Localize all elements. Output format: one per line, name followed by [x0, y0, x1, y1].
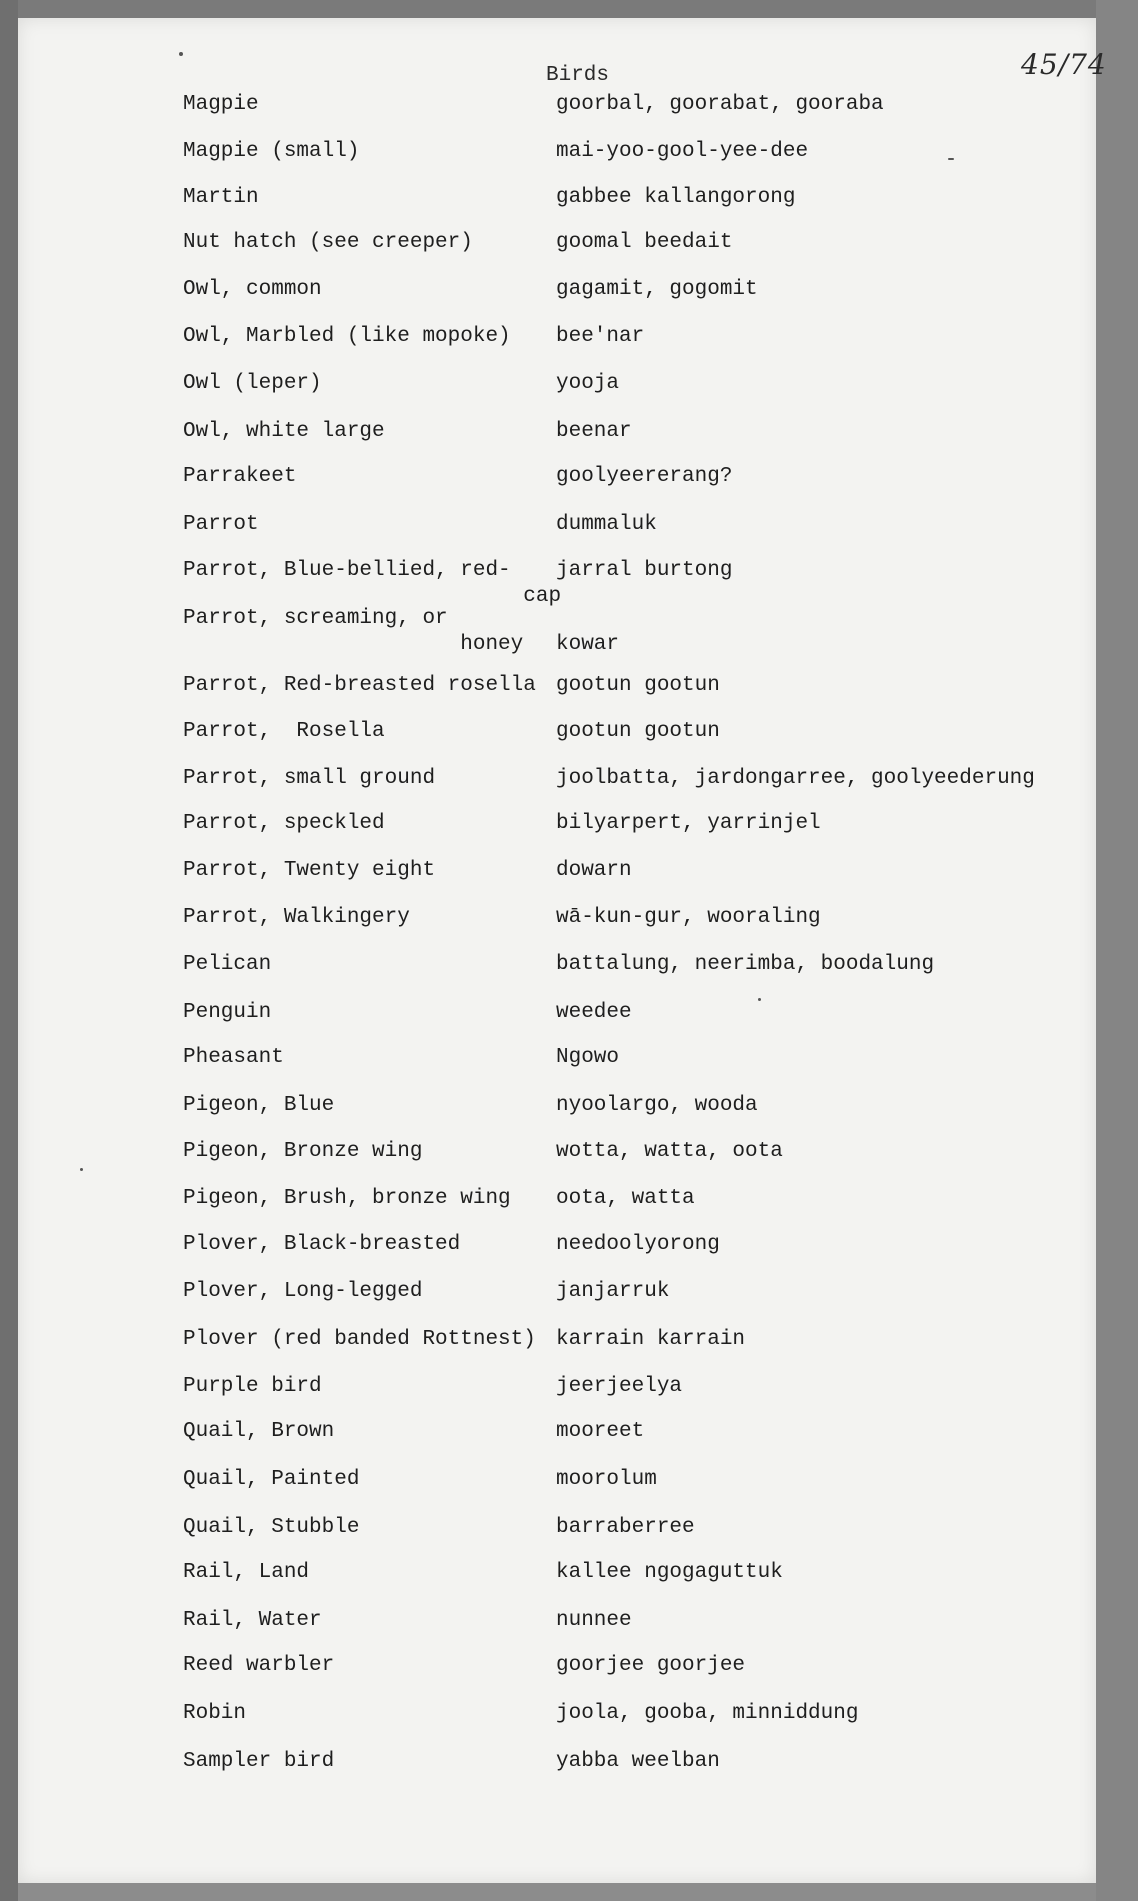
list-item: [18, 512, 1096, 556]
bird-name: Nut hatch (see creeper): [183, 231, 473, 254]
page-title: Birds: [546, 64, 610, 87]
bird-name: Parrot, Twenty eight: [183, 859, 436, 882]
bird-name: Parrot: [183, 513, 259, 536]
bird-name: Plover, Black-breasted: [183, 1233, 461, 1256]
native-word: wotta, watta, oota: [556, 1140, 783, 1163]
native-word: karrain karrain: [556, 1328, 746, 1351]
list-item: [18, 606, 1096, 656]
native-word: yabba weelban: [556, 1750, 720, 1773]
list-item: [18, 1653, 1096, 1697]
native-word: gabbee kallangorong: [556, 186, 796, 209]
bird-name: Pigeon, Blue: [183, 1094, 335, 1117]
bird-name: Quail, Brown: [183, 1420, 335, 1443]
bird-name: Robin: [183, 1702, 247, 1725]
list-item: [18, 766, 1096, 810]
list-item: [18, 1374, 1096, 1418]
list-item: [18, 1515, 1096, 1559]
list-item: [18, 673, 1096, 717]
list-item: [18, 1045, 1096, 1089]
native-word: moorolum: [556, 1468, 657, 1491]
bird-name: Plover, Long-legged: [183, 1280, 423, 1303]
bird-name: Purple bird: [183, 1375, 322, 1398]
bird-name: Parrakeet: [183, 465, 297, 488]
list-item: [18, 905, 1096, 949]
list-item: [18, 230, 1096, 274]
native-word: mai-yoo-gool-yee-dee: [556, 140, 809, 163]
bird-name: Owl (leper): [183, 372, 322, 395]
list-item: [18, 1749, 1096, 1793]
bird-name: Parrot, Rosella: [183, 720, 385, 743]
native-word: goorjee goorjee: [556, 1654, 746, 1677]
native-word: jeerjeelya: [556, 1375, 683, 1398]
native-word: bee'nar: [556, 325, 645, 348]
list-item: [18, 1186, 1096, 1230]
list-item: [18, 371, 1096, 415]
list-item: [18, 1139, 1096, 1183]
scan-border-right: [1096, 0, 1138, 1901]
bird-name: Magpie: [183, 93, 259, 116]
native-word: janjarruk: [556, 1280, 670, 1303]
native-word: goorbal, goorabat, gooraba: [556, 93, 884, 116]
native-word: bilyarpert, yarrinjel: [556, 812, 821, 835]
bird-name: Quail, Painted: [183, 1468, 360, 1491]
bird-name: Pheasant: [183, 1046, 284, 1069]
list-item: [18, 1467, 1096, 1511]
bird-name: Reed warbler: [183, 1654, 335, 1677]
list-item: [18, 558, 1096, 608]
bird-name: Sampler bird: [183, 1750, 335, 1773]
bird-name: Martin: [183, 186, 259, 209]
bird-name: Rail, Water: [183, 1609, 322, 1632]
list-item: [18, 324, 1096, 368]
native-word: nyoolargo, wooda: [556, 1094, 758, 1117]
native-word: gootun gootun: [556, 720, 720, 743]
list-item: [18, 811, 1096, 855]
list-item: [18, 419, 1096, 463]
bird-name: Pelican: [183, 953, 272, 976]
list-item: [18, 1327, 1096, 1371]
list-item: [18, 92, 1096, 136]
page-number: 45/74: [1021, 48, 1107, 81]
native-word: dowarn: [556, 859, 632, 882]
native-word: dummaluk: [556, 513, 657, 536]
native-word: yooja: [556, 372, 620, 395]
native-word: goomal beedait: [556, 231, 733, 254]
list-item: [18, 858, 1096, 902]
native-word: wā-kun-gur, wooraling: [556, 906, 821, 929]
list-item: [18, 1419, 1096, 1463]
typed-page: [18, 18, 1107, 1883]
bird-name: Parrot, Red-breasted rosella: [183, 674, 536, 697]
native-word: battalung, neerimba, boodalung: [556, 953, 935, 976]
bird-name: Magpie (small): [183, 140, 360, 163]
native-word: jarral burtong: [556, 559, 733, 582]
native-word: needoolyorong: [556, 1233, 720, 1256]
list-item: [18, 719, 1096, 763]
bird-name: Parrot, speckled: [183, 812, 385, 835]
bird-name: Owl, Marbled (like mopoke): [183, 325, 511, 348]
native-word: goolyeererang?: [556, 465, 733, 488]
bird-name: Rail, Land: [183, 1561, 310, 1584]
list-item: [18, 464, 1096, 508]
list-item: [18, 139, 1096, 183]
bird-name: Owl, common: [183, 278, 322, 301]
bird-name: Quail, Stubble: [183, 1516, 360, 1539]
bird-name: Pigeon, Brush, bronze wing: [183, 1187, 511, 1210]
native-word: weedee: [556, 1001, 632, 1024]
scan-border-left: [0, 0, 18, 1901]
bird-name: Plover (red banded Rottnest): [183, 1328, 536, 1351]
bird-name: Parrot, Walkingery: [183, 906, 410, 929]
native-word: oota, watta: [556, 1187, 695, 1210]
list-item: [18, 1608, 1096, 1652]
native-word: kowar: [556, 633, 620, 656]
native-word: gootun gootun: [556, 674, 720, 697]
native-word: mooreet: [556, 1420, 645, 1443]
native-word: kallee ngogaguttuk: [556, 1561, 783, 1584]
bird-name: Pigeon, Bronze wing: [183, 1140, 423, 1163]
list-item: [18, 1701, 1096, 1745]
list-item: [18, 1232, 1096, 1276]
list-item: [18, 277, 1096, 321]
native-word: barraberree: [556, 1516, 695, 1539]
native-word: gagamit, gogomit: [556, 278, 758, 301]
list-item: [18, 1093, 1096, 1137]
list-item: [18, 952, 1096, 996]
native-word: joolbatta, jardongarree, goolyeederung: [556, 767, 1035, 790]
bird-name: Penguin: [183, 1001, 272, 1024]
scan-border-top: [0, 0, 1138, 18]
list-item: [18, 1000, 1096, 1044]
native-word: Ngowo: [556, 1046, 620, 1069]
bird-name: Parrot, screaming, or honey: [183, 607, 524, 656]
bird-name: Parrot, Blue-bellied, red- cap: [183, 559, 562, 608]
list-item: [18, 1560, 1096, 1604]
paper-speck: [179, 52, 183, 56]
list-item: [18, 185, 1096, 229]
native-word: beenar: [556, 420, 632, 443]
bird-name: Owl, white large: [183, 420, 385, 443]
bird-name: Parrot, small ground: [183, 767, 436, 790]
native-word: nunnee: [556, 1609, 632, 1632]
list-item: [18, 1279, 1096, 1323]
native-word: joola, gooba, minniddung: [556, 1702, 859, 1725]
